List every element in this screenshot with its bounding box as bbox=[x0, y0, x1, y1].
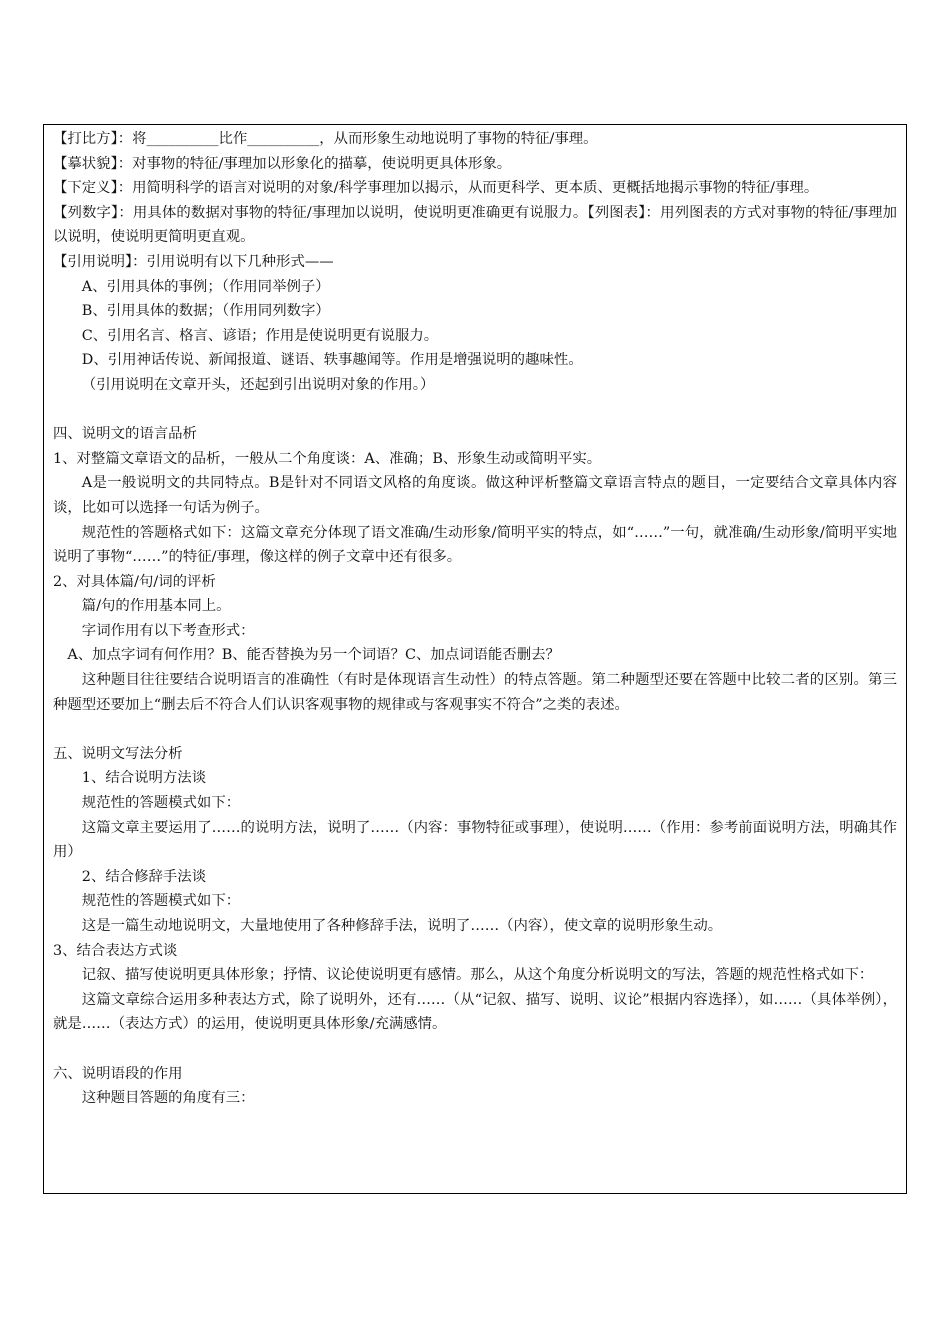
citation-item-a: A、引用具体的事例；（作用同举例子） bbox=[81, 278, 330, 295]
para-5-1-template: 这篇文章主要运用了……的说明方法，说明了……（内容：事物特征或事理），使说明……（作用：参考前面说明方法，明确其作用） bbox=[53, 819, 897, 861]
citation-note: （引用说明在文章开头，还起到引出说明对象的作用。） bbox=[81, 376, 435, 393]
section-heading-6: 六、说明语段的作用 bbox=[53, 1065, 183, 1082]
subheading-4-2: 2、对具体篇/句/词的评析 bbox=[53, 573, 216, 590]
para-5-2-label: 规范性的答题模式如下： bbox=[81, 893, 241, 910]
para-description: 【摹状貌】：对事物的特征/事理加以形象化的描摹，使说明更具体形象。 bbox=[53, 155, 512, 172]
subheading-5-2: 2、结合修辞手法谈 bbox=[81, 868, 207, 885]
spacer bbox=[53, 1037, 897, 1062]
subheading-5-1: 1、结合说明方法谈 bbox=[81, 770, 207, 787]
section-heading-4: 四、说明文的语言品析 bbox=[53, 426, 197, 443]
para-definition: 【下定义】：用简明科学的语言对说明的对象/科学事理加以揭示，从而更科学、更本质、更概括地揭示事物的特征/事理。 bbox=[53, 180, 819, 197]
section-heading-5: 五、说明文写法分析 bbox=[53, 745, 183, 762]
para-5-3-template: 这篇文章综合运用多种表达方式，除了说明外，还有……（从“记叙、描写、说明、议论”根据内容选择），如……（具体举例），就是……（表达方式）的运用，使说明更具体形象/充满感情。 bbox=[53, 991, 897, 1033]
citation-item-c: C、引用名言、格言、谚语；作用是使说明更有说服力。 bbox=[81, 327, 439, 344]
citation-item-d: D、引用神话传说、新闻报道、谜语、轶事趣闻等。作用是增强说明的趣味性。 bbox=[81, 352, 583, 369]
para-citation: 【引用说明】：引用说明有以下几种形式—— bbox=[53, 253, 334, 270]
para-4-2-b: 字词作用有以下考查形式： bbox=[81, 622, 255, 639]
para-6-intro: 这种题目答题的角度有三： bbox=[81, 1090, 255, 1107]
spacer bbox=[53, 398, 897, 423]
para-5-2-template: 这是一篇生动地说明文，大量地使用了各种修辞手法，说明了……（内容），使文章的说明形象生动。 bbox=[81, 918, 723, 934]
para-numbers-charts: 【列数字】：用具体的数据对事物的特征/事理加以说明，使说明更准确更有说服力。【列图表】：用列图表的方式对事物的特征/事理加以说明，使说明更简明更直观。 bbox=[53, 204, 897, 246]
para-4-2-answer: 这种题目往往要结合说明语言的准确性（有时是体现语言生动性）的特点答题。第二种题型还要在答题中比较二者的区别。第三种题型还要加上“删去后不符合人们认识客观事物的规律或与客观事实不符合”之类的表述。 bbox=[53, 672, 897, 713]
para-4-2-a: 篇/句的作用基本同上。 bbox=[81, 598, 231, 615]
para-5-1-label: 规范性的答题模式如下： bbox=[81, 795, 241, 812]
para-5-3-explain: 记叙、描写使说明更具体形象；抒情、议论使说明更有感情。那么，从这个角度分析说明文的写法，答题的规范性格式如下： bbox=[81, 967, 874, 984]
citation-item-b: B、引用具体的数据；（作用同列数字） bbox=[81, 303, 330, 320]
subheading-5-3: 3、结合表达方式谈 bbox=[53, 942, 178, 959]
para-4-1-explain: A是一般说明文的共同特点。B是针对不同语文风格的角度谈。做这种评析整篇文章语言特点的题目，一定要结合文章具体内容谈，比如可以选择一句话为例子。 bbox=[53, 475, 897, 516]
para-4-2-forms: A、加点字词有何作用？B、能否替换为另一个词语？C、加点词语能否删去？ bbox=[67, 647, 560, 664]
spacer bbox=[53, 717, 897, 742]
para-metaphor: 【打比方】：将__________比作__________，从而形象生动地说明了事物的特征/事理。 bbox=[53, 131, 598, 147]
subheading-4-1: 1、对整篇文章语文的品析，一般从二个角度谈：A、准确；B、形象生动或简明平实。 bbox=[53, 450, 602, 467]
para-4-1-format: 规范性的答题格式如下：这篇文章充分体现了语文准确/生动形象/简明平实的特点，如“……”一句，就准确/生动形象/简明平实地说明了事物“……”的特征/事理，像这样的例子文章中还有很多。 bbox=[53, 524, 897, 566]
content-table-cell bbox=[43, 124, 907, 1194]
document-body bbox=[53, 127, 897, 1111]
